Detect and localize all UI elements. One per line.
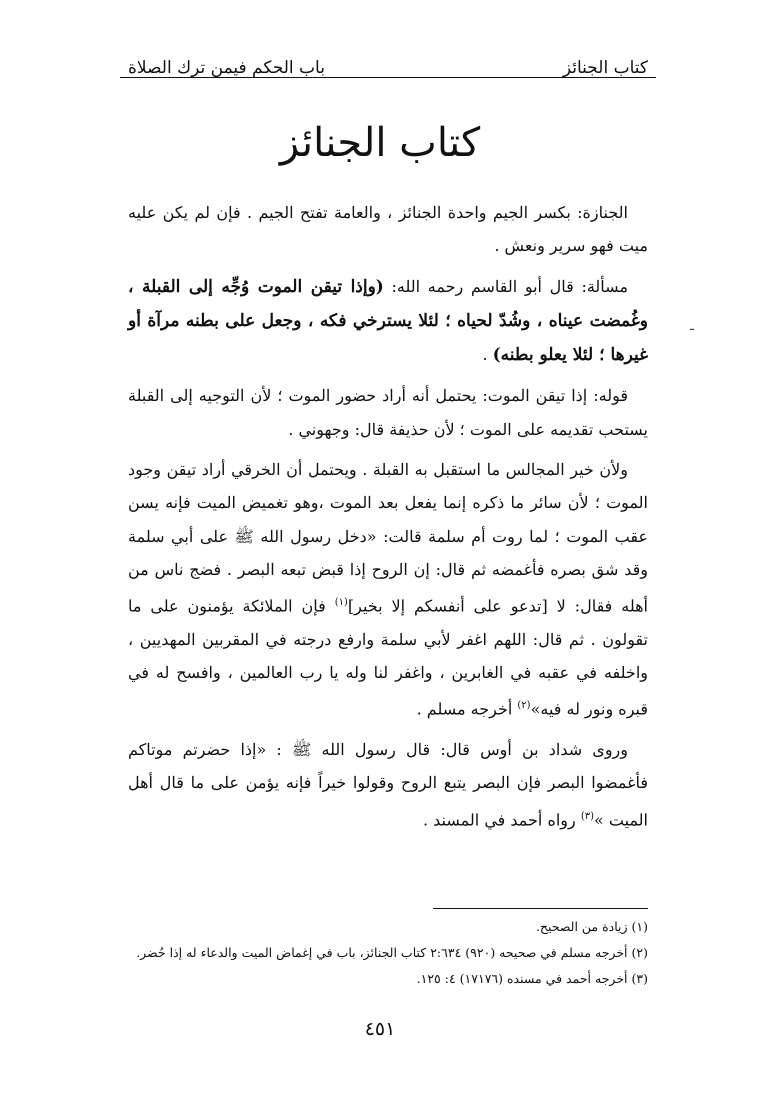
paragraph-text: فإن الملائكة يؤمنون على ما تقولون . ثم قال: اللهم اغفر لأبي سلمة وارفع درجته في المقربين المهديين ، واخلفه في عقبه في الغابرين ، واغفر لنا وله يا رب العالمين ، وافسح له في قبره ونور له فيه»: [128, 596, 648, 719]
footnote-ref: (٢): [517, 700, 531, 712]
body-paragraph: [128, 379, 648, 446]
footnote-rule: [433, 908, 648, 909]
body-paragraph: [128, 453, 648, 726]
paragraph-text: .: [482, 345, 493, 365]
footnote: (١) زيادة من الصحيح.: [535, 919, 648, 934]
paragraph-text: مسألة: قال أبو القاسم رحمه الله:: [383, 276, 629, 296]
paragraph-text: رواه أحمد في المسند .: [422, 810, 581, 830]
body-paragraph: [128, 270, 648, 373]
footnote: (٣) أخرجه أحمد في مسنده (١٧١٧٦) ٤: ١٢٥.: [416, 971, 648, 986]
chapter-title: كتاب الجنائز: [279, 120, 481, 166]
footnote-ref: (٣): [580, 810, 595, 822]
body-paragraph: [128, 196, 648, 263]
paragraph-text: الجنازة: بكسر الجيم واحدة الجنائز ، والعامة تفتح الجيم . فإن لم يكن عليه ميت فهو سرير ونعش .: [128, 203, 648, 256]
header-section-title: باب الحكم فيمن ترك الصلاة: [128, 58, 325, 78]
page-number: ٤٥١: [364, 1018, 396, 1040]
paragraph-text: أخرجه مسلم .: [416, 699, 518, 719]
paragraph-text: ولأن خير المجالس ما استقبل به القبلة . ويحتمل أن الخرقي أراد تيقن وجود الموت ؛ لأن سائر ما ذكره إنما يفعل بعد الموت ،وهو تغميض الميت فإنه يسن عقب الموت ؛ لما روت أم سلمة قالت: «دخل رسول الله ﷺ على أبي سلمة وقد شق بصره فأغمضه ثم قال: إن الروح إذا قبض تبعه البصر . فضج ناس من أهله فقال: لا [تدعو على أنفسكم إلا بخير]: [128, 460, 649, 616]
margin-mark: ـ: [690, 318, 695, 334]
running-header: [128, 38, 648, 78]
paragraph-text: قوله: إذا تيقن الموت: يحتمل أنه أراد حضور الموت ؛ لأن التوجيه إلى القبلة يستحب تقديمه على الموت ؛ لأن حذيفة قال: وجهوني .: [128, 386, 648, 439]
paragraph-text: وروى شداد بن أوس قال: قال رسول الله ﷺ : «إذا حضرتم موتاكم فأغمضوا البصر فإن البصر يتبع الروح وقولوا خيراً فإنه يؤمن على ما قال أهل الميت »: [128, 740, 648, 830]
quoted-text: (وإذا تيقن الموت وُجِّه إلى القبلة ، وغُمضت عيناه ، وشُدّ لحياه ؛ لئلا يسترخي فكه ، وجعل على بطنه مرآة أو غيرها ؛ لئلا يعلو بطنه): [128, 276, 648, 366]
footnotes: [128, 914, 648, 992]
footnote: (٢) أخرجه مسلم في صحيحه (٩٢٠) ٢:٦٣٤ كتاب الجنائز، باب في إغماض الميت والدعاء له إذا حُضر.: [136, 945, 648, 960]
footnote-ref: (١): [334, 597, 348, 609]
body-paragraph: [128, 733, 648, 836]
header-book-title: كتاب الجنائز: [562, 58, 648, 78]
body-text: [128, 196, 648, 836]
header-rule: [120, 77, 656, 78]
